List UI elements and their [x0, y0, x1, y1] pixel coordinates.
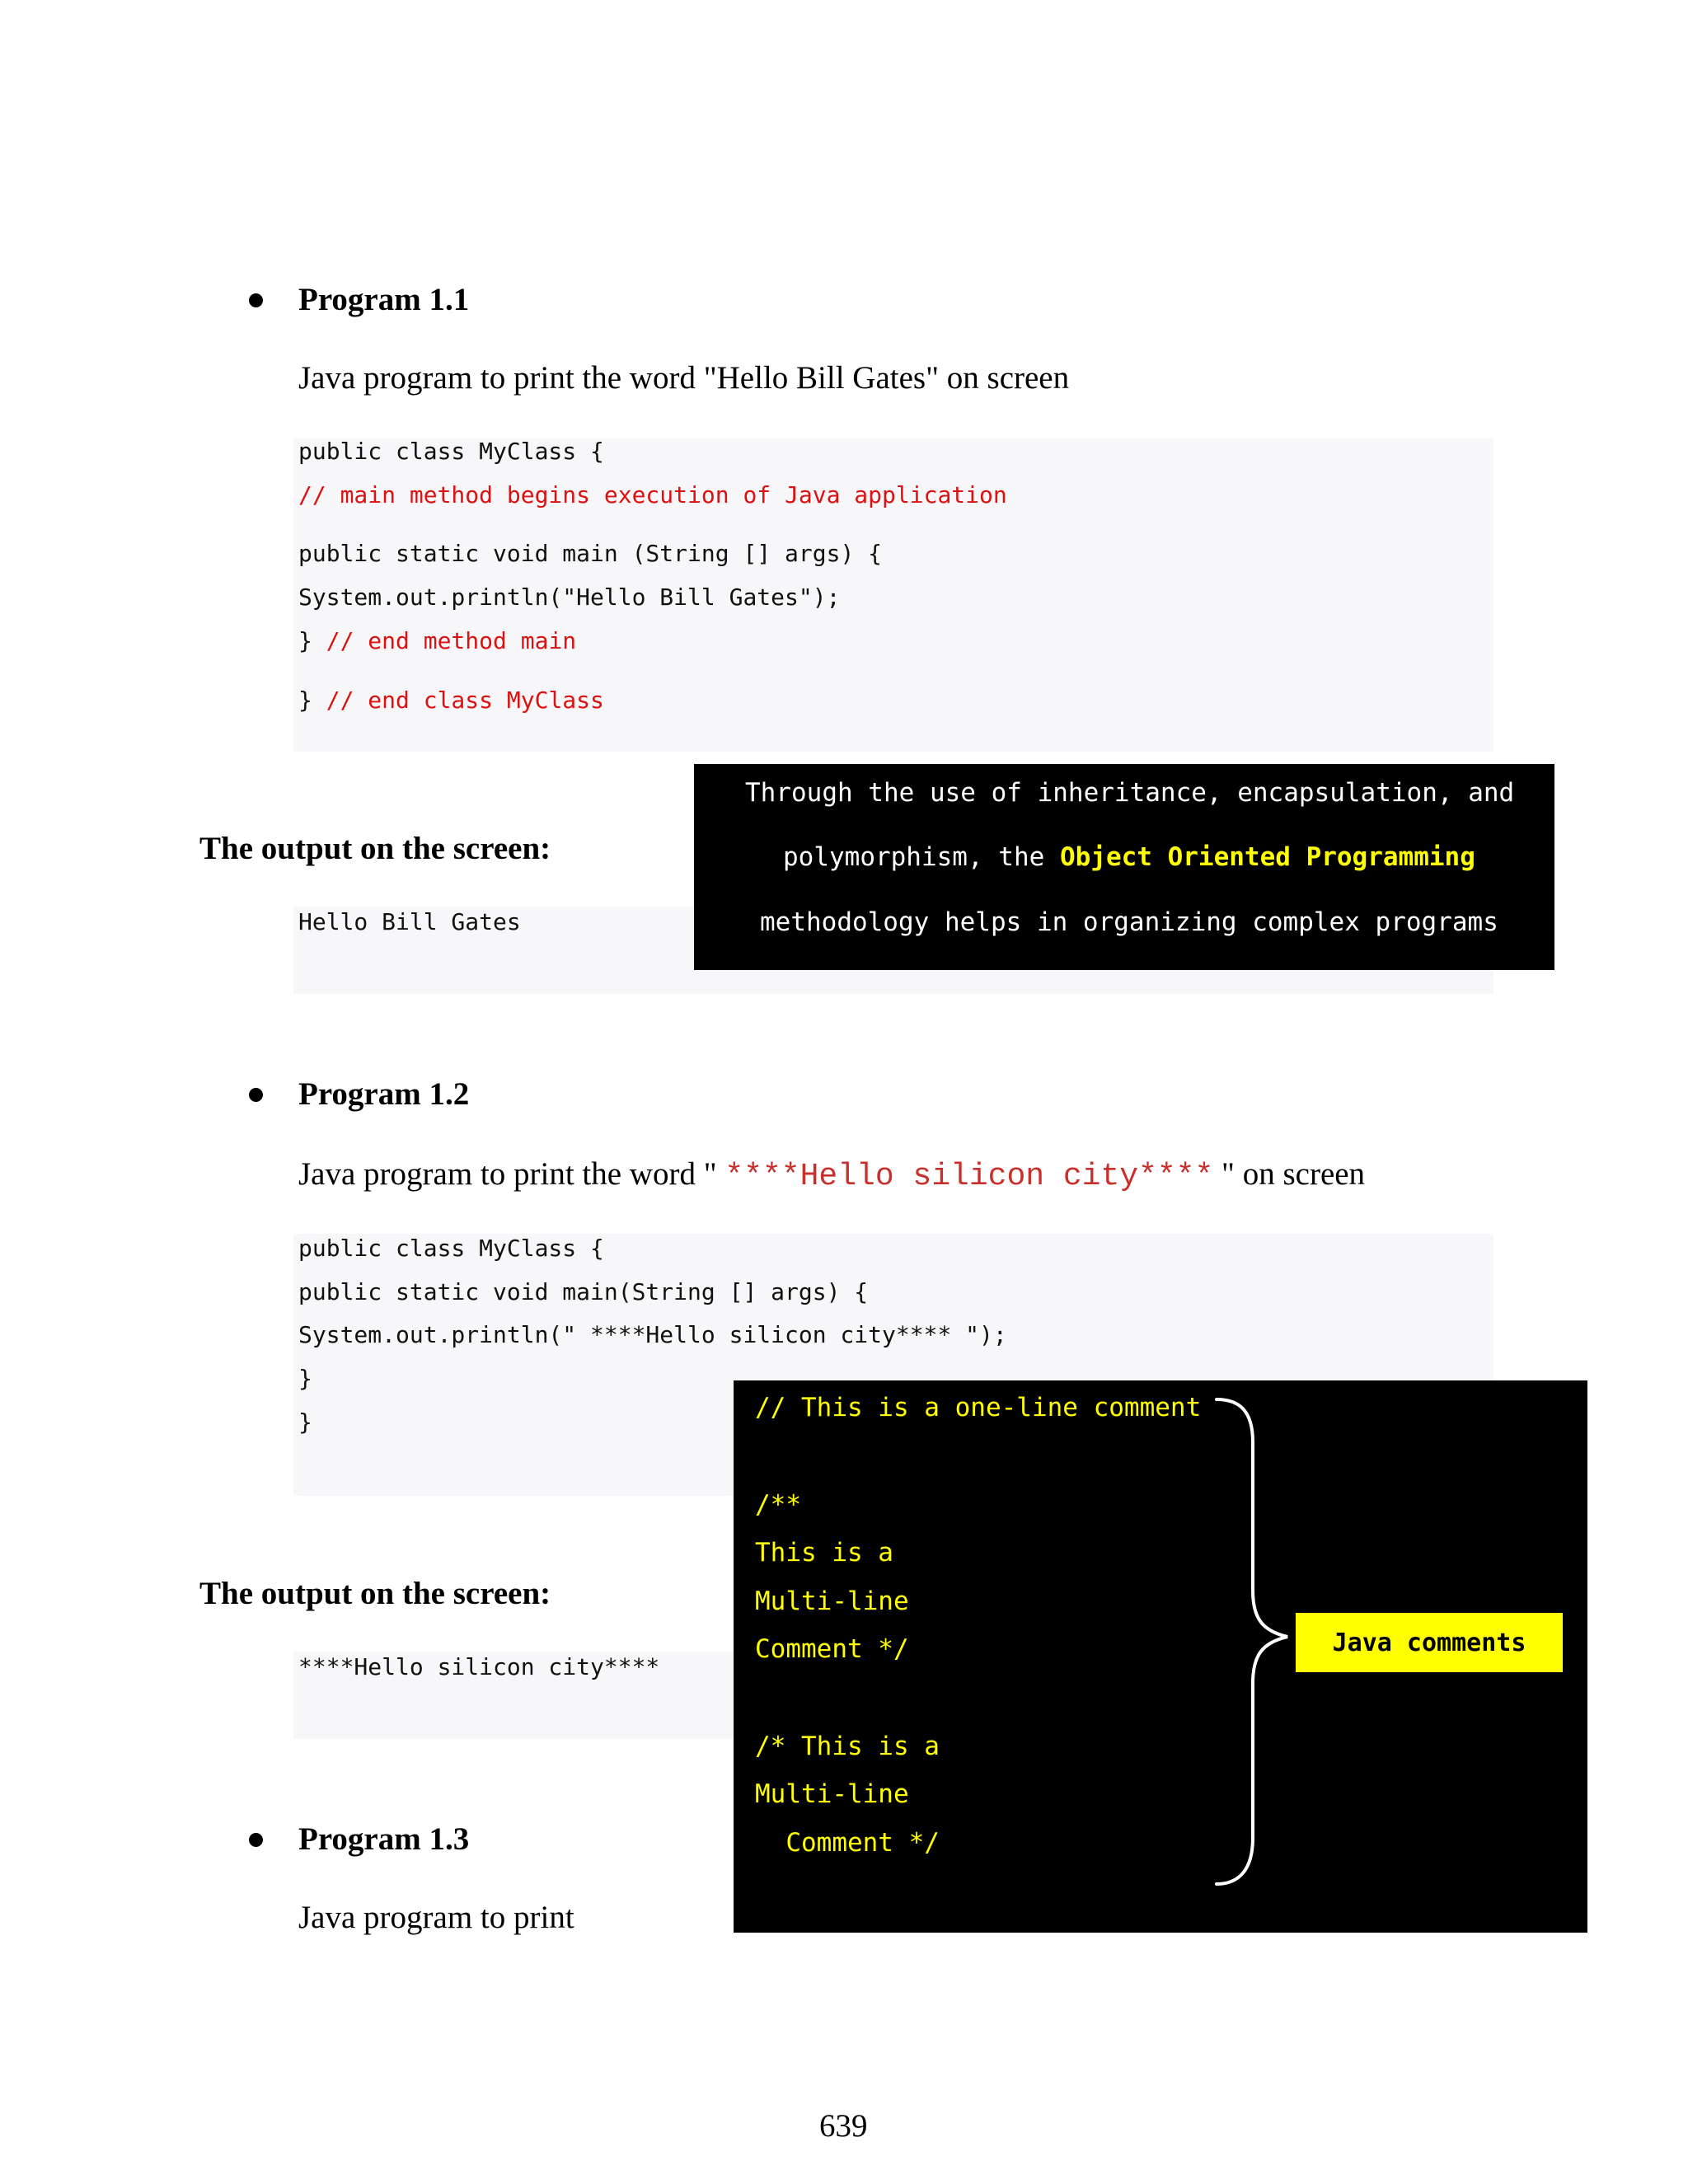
code-line: public class MyClass {: [298, 438, 604, 465]
code-line: public static void main (String [] args) {: [298, 540, 883, 567]
comments-callout: [734, 1380, 1587, 1933]
code-comment: // main method begins execution of Java application: [298, 481, 1007, 509]
program-1-3-heading: Program 1.3: [298, 1821, 470, 1857]
description-text: Java program to print the word ": [298, 1156, 725, 1192]
code-line: }: [298, 1365, 312, 1392]
oop-callout-line-2: [783, 841, 1475, 874]
code-comment: // end class MyClass: [326, 687, 604, 714]
code-line: System.out.println("Hello Bill Gates");: [298, 583, 841, 611]
program-1-1-heading: Program 1.1: [298, 282, 470, 317]
java-comments-tag: Java comments: [1296, 1613, 1563, 1672]
bullet-icon: [249, 1088, 263, 1102]
bullet-icon: [249, 293, 263, 307]
comment-line: /**: [755, 1490, 801, 1520]
curly-brace-icon: [1212, 1393, 1294, 1896]
bullet-icon: [249, 1833, 263, 1847]
comment-line: Comment */: [755, 1828, 940, 1858]
oop-callout: [694, 764, 1554, 970]
code-line: [298, 686, 604, 715]
program-1-1-description: Java program to print the word "Hello Bill Gates" on screen: [298, 360, 1070, 396]
code-line: }: [298, 1408, 312, 1436]
output-label: The output on the screen:: [199, 1576, 551, 1611]
comment-line: /* This is a: [755, 1732, 940, 1761]
program-1-3-description: Java program to print: [298, 1900, 574, 1935]
program-1-2-heading: Program 1.2: [298, 1076, 470, 1112]
code-line: public class MyClass {: [298, 1235, 604, 1262]
oop-highlight: Object Oriented Programming: [1059, 842, 1475, 872]
comment-line: This is a: [755, 1538, 893, 1568]
comment-line: // This is a one-line comment: [755, 1393, 1202, 1422]
output-text: Hello Bill Gates: [298, 908, 521, 935]
code-line: System.out.println(" ****Hello silicon city**** ");: [298, 1321, 1007, 1348]
description-code: ****Hello silicon city****: [724, 1159, 1214, 1194]
output-text: ****Hello silicon city****: [298, 1653, 660, 1680]
oop-callout-line-3: methodology helps in organizing complex programs: [760, 907, 1498, 937]
code-line: [298, 626, 576, 656]
oop-callout-text: polymorphism, the: [783, 842, 1060, 872]
comment-line: Multi-line: [755, 1779, 909, 1809]
comment-line: Comment */: [755, 1634, 909, 1664]
code-brace: }: [298, 627, 326, 654]
comment-line: Multi-line: [755, 1586, 909, 1616]
page-number: 639: [819, 2108, 868, 2144]
output-label: The output on the screen:: [199, 831, 551, 866]
code-brace: }: [298, 687, 326, 714]
code-comment: // end method main: [326, 627, 577, 654]
description-text: " on screen: [1213, 1156, 1366, 1192]
code-line: public static void main(String [] args) {: [298, 1278, 869, 1305]
program-1-2-description: [298, 1156, 1365, 1195]
oop-callout-line-1: Through the use of inheritance, encapsulation, and: [745, 778, 1515, 808]
